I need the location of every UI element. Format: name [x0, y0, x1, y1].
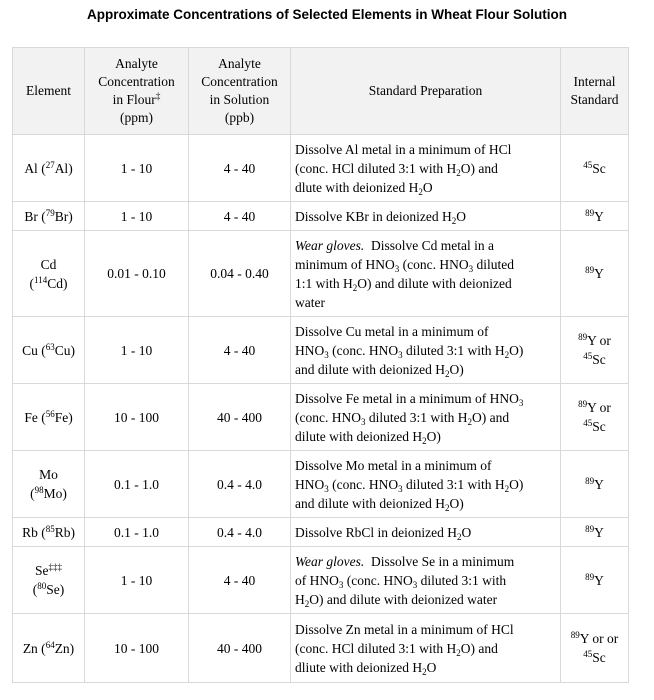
table-row: [13, 518, 629, 547]
table-row: [13, 135, 629, 202]
preparation-cell: Dissolve Fe metal in a minimum of $HNO_3$ (conc. $HNO_3$ diluted 3:1 with $H_2O$) and dilute with deionized $H_2O$): [291, 384, 561, 451]
flour-concentration-cell: 1 - 10: [85, 317, 189, 384]
table-row: [13, 614, 629, 683]
preparation-cell: Dissolve RbCl in deionized $H_2O$: [291, 518, 561, 547]
table-row: [13, 384, 629, 451]
element-cell: Al ($^{27}$Al): [13, 135, 85, 202]
element-cell: Fe ($^{56}$Fe): [13, 384, 85, 451]
table-title: Approximate Concentrations of Selected Elements in Wheat Flour Solution: [86, 7, 568, 22]
solution-concentration-cell: 4 - 40: [189, 202, 291, 231]
table-row: [13, 547, 629, 614]
element-cell: Br ($^{79}$Br): [13, 202, 85, 231]
solution-concentration-cell: 0.4 - 4.0: [189, 518, 291, 547]
internal-standard-cell: $^{89}$Y: [561, 547, 629, 614]
internal-standard-cell: $^{89}$Y or $^{45}$Sc: [561, 384, 629, 451]
preparation-cell: Dissolve Al metal in a minimum of HCl (conc. HCl diluted 3:1 with $H_2O$) and dlute with deionized $H_2O$: [291, 135, 561, 202]
internal-standard-cell: $^{89}$Y or $^{45}$Sc: [561, 317, 629, 384]
flour-concentration-cell: 1 - 10: [85, 547, 189, 614]
flour-concentration-cell: 1 - 10: [85, 202, 189, 231]
internal-standard-cell: $^{89}$Y: [561, 202, 629, 231]
solution-concentration-cell: 40 - 400: [189, 384, 291, 451]
flour-concentration-cell: 0.1 - 1.0: [85, 518, 189, 547]
concentrations-table: [12, 47, 629, 683]
flour-concentration-cell: 1 - 10: [85, 135, 189, 202]
element-cell: Mo ($^{98}$Mo): [13, 451, 85, 518]
internal-standard-cell: $^{89}$Y: [561, 231, 629, 317]
solution-concentration-cell: 4 - 40: [189, 317, 291, 384]
internal-standard-cell: $^{89}$Y: [561, 451, 629, 518]
header-row: [13, 48, 629, 135]
preparation-cell: Wear gloves. Dissolve Se in a minimum of $HNO_3$ (conc. $HNO_3$ diluted 3:1 with $H_2O$) and dilute with deionized water: [291, 547, 561, 614]
internal-standard-cell: $^{45}$Sc: [561, 135, 629, 202]
element-cell: Rb ($^{85}$Rb): [13, 518, 85, 547]
header-element: Element: [13, 48, 85, 135]
table-row: [13, 451, 629, 518]
solution-concentration-cell: 0.04 - 0.40: [189, 231, 291, 317]
solution-concentration-cell: 0.4 - 4.0: [189, 451, 291, 518]
internal-standard-cell: $^{89}$Y or or $^{45}$Sc: [561, 614, 629, 683]
preparation-cell: Dissolve Cu metal in a minimum of $HNO_3$ (conc. $HNO_3$ diluted 3:1 with $H_2O$) and dilute with deionized $H_2O$): [291, 317, 561, 384]
element-cell: Zn ($^{64}$Zn): [13, 614, 85, 683]
preparation-cell: Dissolve Zn metal in a minimum of HCl (conc. HCl diluted 3:1 with $H_2O$) and dliute with deionized $H_2O$: [291, 614, 561, 683]
preparation-cell: Dissolve KBr in deionized $H_2O$: [291, 202, 561, 231]
header-solution-concentration: Analyte Concentration in Solution (ppb): [189, 48, 291, 135]
flour-concentration-cell: 0.1 - 1.0: [85, 451, 189, 518]
preparation-cell: Wear gloves. Dissolve Cd metal in a minimum of $HNO_3$ (conc. $HNO_3$ diluted 1:1 with $H_2O$) and dilute with deionized water: [291, 231, 561, 317]
header-flour-concentration: Analyte Concentration in Flour‡ (ppm): [85, 48, 189, 135]
table-row: [13, 202, 629, 231]
solution-concentration-cell: 40 - 400: [189, 614, 291, 683]
flour-concentration-cell: 10 - 100: [85, 384, 189, 451]
preparation-cell: Dissolve Mo metal in a minimum of $HNO_3$ (conc. $HNO_3$ diluted 3:1 with $H_2O$) and dilute with deionized $H_2O$): [291, 451, 561, 518]
header-internal-standard: Internal Standard: [561, 48, 629, 135]
solution-concentration-cell: 4 - 40: [189, 135, 291, 202]
table-row: [13, 231, 629, 317]
internal-standard-cell: $^{89}$Y: [561, 518, 629, 547]
flour-concentration-cell: 10 - 100: [85, 614, 189, 683]
solution-concentration-cell: 4 - 40: [189, 547, 291, 614]
element-cell: Cu ($^{63}$Cu): [13, 317, 85, 384]
table-row: [13, 317, 629, 384]
header-standard-preparation: Standard Preparation: [291, 48, 561, 135]
element-cell: Cd ($^{114}$Cd): [13, 231, 85, 317]
flour-concentration-cell: 0.01 - 0.10: [85, 231, 189, 317]
element-cell: Se‡‡‡ ($^{80}$Se): [13, 547, 85, 614]
